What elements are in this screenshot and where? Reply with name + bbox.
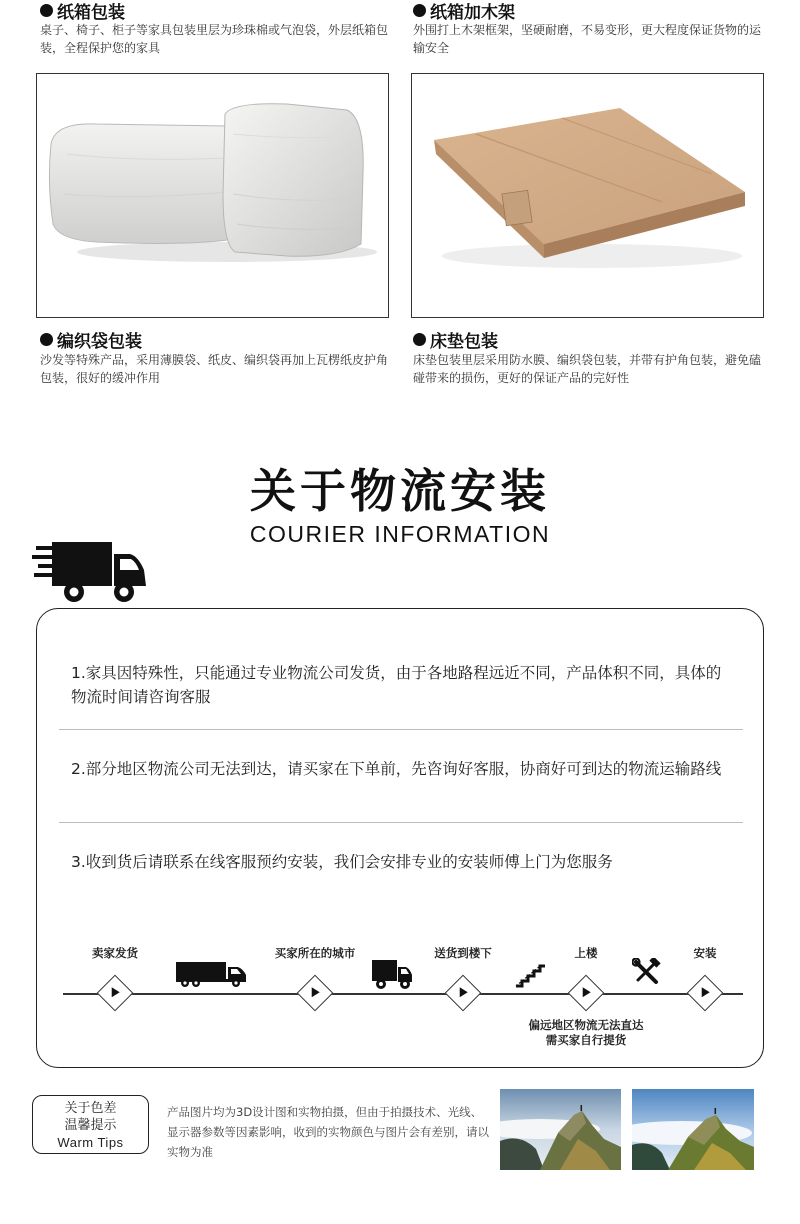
carton-illustration [412,74,764,318]
warm-tips-text: 产品图片均为3D设计图和实物拍摄，但由于拍摄技术、光线、显示器参数等因素影响，收到的实物颜色与图片会有差别，请以实物为准 [167,1105,489,1159]
packaging-desc-woven-bag: 沙发等特殊产品，采用薄膜袋、纸皮、编织袋再加上瓦楞纸皮护角包装，很好的缓冲作用 [40,353,389,385]
flow-step-upstairs: 上楼 [574,946,598,960]
flow-step-install: 安装 [693,946,717,960]
play-arrow-icon [583,987,591,997]
tools-icon [632,958,662,986]
small-truck-icon [371,958,413,990]
packaging-title-woven-bag: 编织袋包装 [40,327,142,352]
carton-frame-photo [411,73,764,318]
flow-step-seller-ship: 卖家发货 [92,946,138,960]
courier-item-2: 2.部分地区物流公司无法到达，请买家在下单前，先咨询好客服，协商好可到达的物流运输路线 [71,760,722,778]
play-arrow-icon [702,987,710,997]
packaging-title-wood-frame: 纸箱加木架 [413,0,515,23]
packaging-desc-wood-frame: 外围打上木架框架，坚硬耐磨，不易变形，更大程度保证货物的运输安全 [413,23,762,55]
mountain-photo-1 [500,1089,621,1170]
flow-line [63,993,743,995]
divider [59,822,743,823]
flow-step-buyer-city: 买家所在的城市 [274,946,356,960]
play-arrow-icon [112,987,120,997]
courier-item-3: 3.收到货后请联系在线客服预约安装，我们会安排专业的安装师傅上门为您服务 [71,853,613,871]
warm-tips-badge: 关于色差 温馨提示 Warm Tips [32,1095,149,1154]
courier-title: 关于物流安装 [250,464,550,518]
mountain-photo-2 [632,1089,754,1170]
flow-step-deliver-downstairs: 送货到楼下 [434,946,492,960]
play-arrow-icon [312,987,320,997]
divider [59,729,743,730]
mountain-illustration [500,1089,621,1170]
packaging-title-carton: 纸箱包装 [40,0,125,23]
packaging-desc-mattress: 床垫包装里层采用防水膜、编织袋包装，并带有护角包装，避免磕碰带来的损伤，更好的保证产品的完好性 [413,353,762,385]
courier-item-1: 1.家具因特殊性，只能通过专业物流公司发货，由于各地路程远近不同，产品体积不同，具体的物流时间请咨询客服 [71,664,722,706]
woven-bag-illustration [37,74,389,318]
courier-info-box [36,608,764,1068]
bullet-dot-icon [40,333,53,346]
bullet-dot-icon [413,333,426,346]
packaging-desc-carton: 桌子、椅子、柜子等家具包装里层为珍珠棉或气泡袋，外层纸箱包装，全程保护您的家具 [40,23,389,55]
courier-subtitle: COURIER INFORMATION [249,521,551,547]
play-arrow-icon [460,987,468,997]
packaging-title-mattress: 床垫包装 [413,327,498,352]
woven-bag-photo [36,73,389,318]
delivery-truck-icon [32,538,150,604]
mountain-illustration [632,1089,754,1170]
bullet-dot-icon [40,4,53,17]
truck-icon [176,960,248,988]
bullet-dot-icon [413,4,426,17]
flow-remote-note: 偏远地区物流无法直达 需买家自行提货 [528,1018,644,1047]
stairs-icon [514,962,546,988]
